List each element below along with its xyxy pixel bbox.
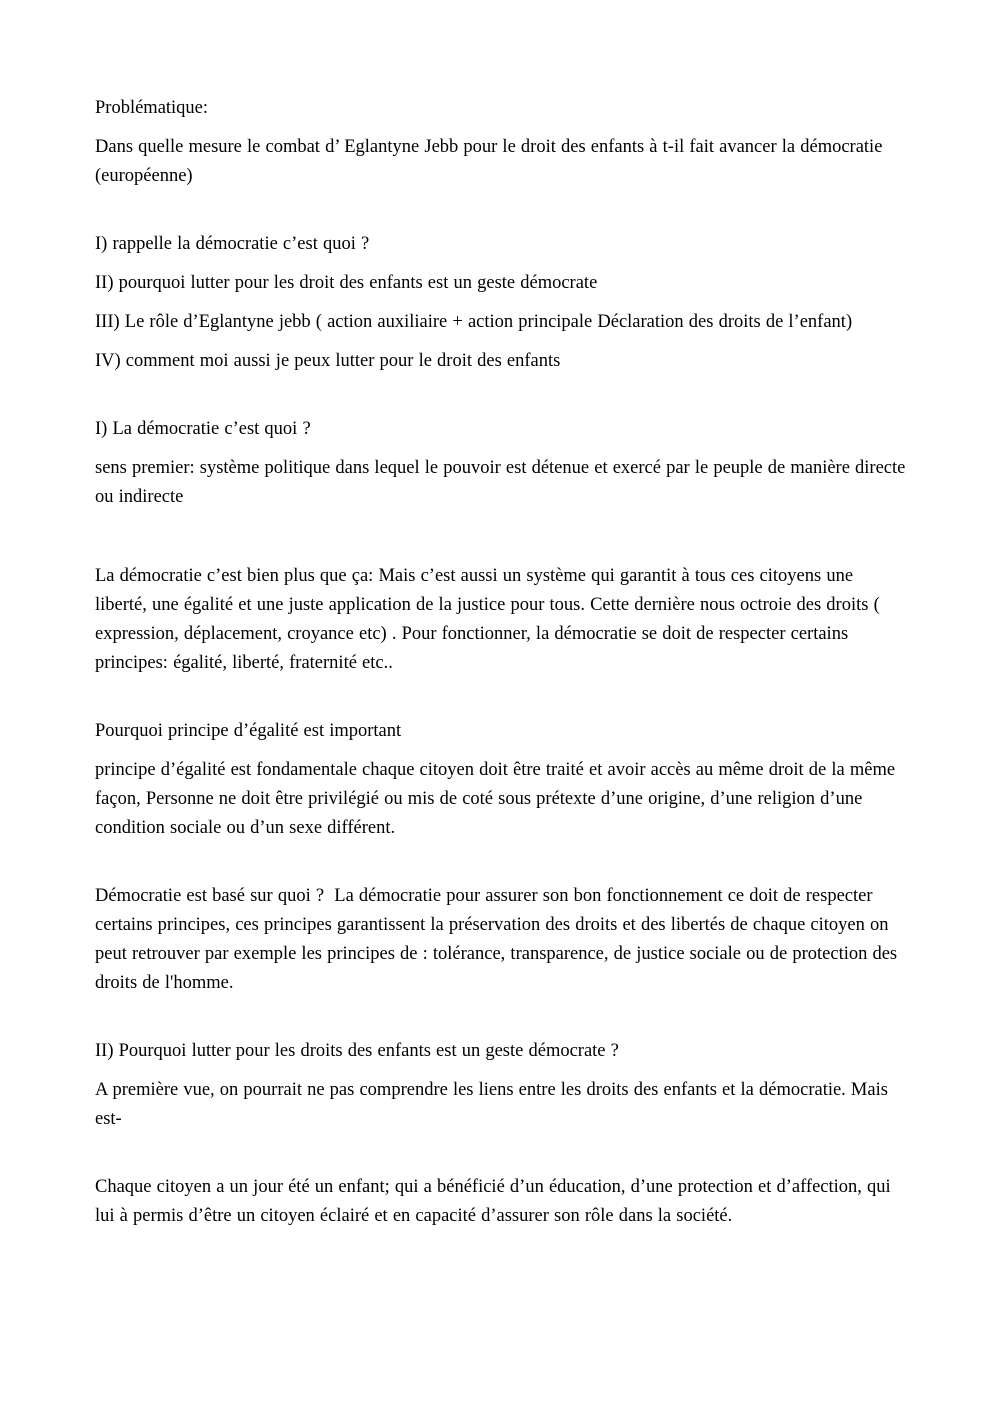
para-democratie-plus: La démocratie c’est bien plus que ça: Mais c’est aussi un système qui garantit à tous ces citoyens une liberté, une égalité et une juste application de la justice pour tous. Cette dernière nous octroie des droits ( expression, déplacement, croyance etc) . Pour fonctionner, la démocratie se doit de respecter certains principes: égalité, liberté, fraternité etc.. [95,566,885,673]
outline-item-2: II) pourquoi lutter pour les droit des enfants est un geste démocrate [95,273,598,293]
para-premiere-vue: A première vue, on pourrait ne pas comprendre les liens entre les droits des enfants et la démocratie. Mais est- [95,1080,894,1129]
heading-part-2: II) Pourquoi lutter pour les droits des enfants est un geste démocrate ? [95,1041,619,1061]
outline-item-3: III) Le rôle d’Eglantyne jebb ( action auxiliaire + action principale Déclaration des droits de l’enfant) [95,312,853,332]
para-problematique-text: Dans quelle mesure le combat d’ Eglantyne Jebb pour le droit des enfants à t-il fait avancer la démocratie (européenne) [95,137,888,186]
para-chaque-citoyen: Chaque citoyen a un jour été un enfant; qui a bénéficié d’un éducation, d’une protection et d’affection, qui lui à permis d’être un citoyen éclairé et en capacité d’assurer son rôle dans la société. [95,1177,896,1226]
outline-item-4: IV) comment moi aussi je peux lutter pour le droit des enfants [95,351,561,371]
para-problematique-label: Problématique: [95,98,209,118]
para-principe-egalite: principe d’égalité est fondamentale chaque citoyen doit être traité et avoir accès au même droit de la même façon, Personne ne doit être privilégié ou mis de coté sous prétexte d’une origine, d’une religion d’une condition sociale ou d’un sexe différent. [95,760,901,838]
para-sens-premier: sens premier: système politique dans lequel le pouvoir est détenue et exercé par le peuple de manière directe ou indirecte [95,458,911,507]
para-base-democratie: Démocratie est basé sur quoi ? La démocratie pour assurer son bon fonctionnement ce doit de respecter certains principes, ces principes garantissent la préservation des droits et des libertés de chaque citoyen on peut retrouver par exemple les principes de : tolérance, transparence, de justice sociale ou de protection des droits de l'homme. [95,886,903,993]
heading-egalite: Pourquoi principe d’égalité est important [95,721,402,741]
heading-part-1: I) La démocratie c’est quoi ? [95,419,311,439]
outline-item-1: I) rappelle la démocratie c’est quoi ? [95,234,370,254]
